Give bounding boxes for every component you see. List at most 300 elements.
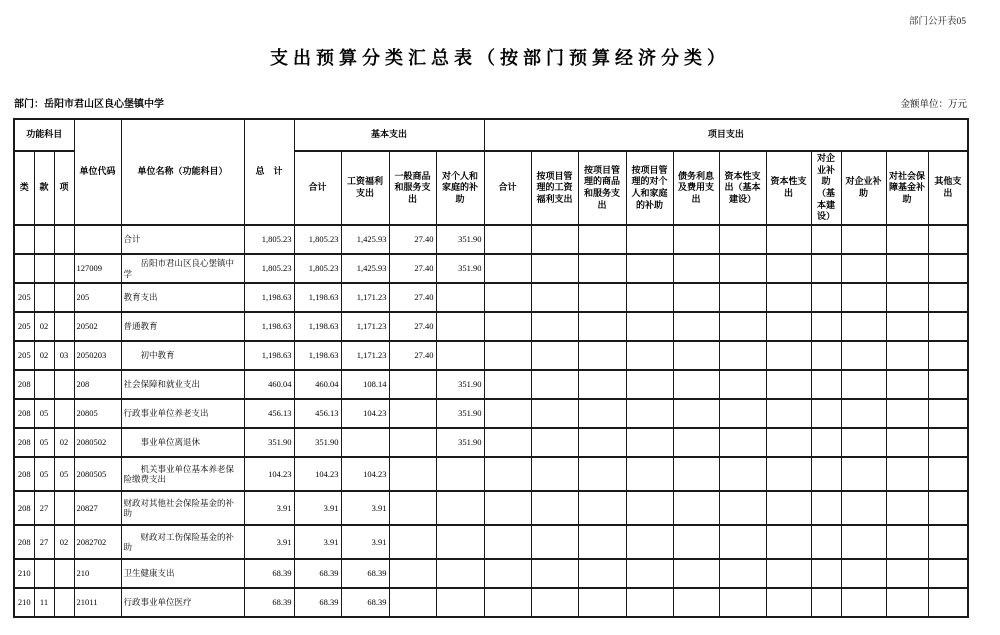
- cell-unit-code: 21011: [74, 588, 121, 617]
- cell-value: [531, 225, 578, 254]
- cell-value: [626, 457, 673, 491]
- header-xiang: 项: [54, 151, 74, 225]
- cell-value: [578, 491, 626, 525]
- cell-value: [578, 312, 626, 341]
- cell-value: 27.40: [389, 283, 436, 312]
- cell-value: [766, 491, 811, 525]
- cell-value: [673, 225, 719, 254]
- table-body: [14, 225, 968, 617]
- cell-value: [719, 588, 766, 617]
- cell-value: [886, 457, 928, 491]
- cell-value: [928, 312, 968, 341]
- cell-xiang: [54, 588, 74, 617]
- cell-value: [886, 588, 928, 617]
- cell-xiang: 03: [54, 341, 74, 370]
- table-row: [14, 399, 968, 428]
- cell-kuan: 05: [34, 399, 54, 428]
- cell-value: 68.39: [244, 559, 294, 588]
- cell-kuan: 02: [34, 312, 54, 341]
- cell-value: [811, 341, 841, 370]
- cell-lei: 208: [14, 457, 34, 491]
- cell-value: [626, 491, 673, 525]
- cell-unit-name: 行政事业单位医疗: [121, 588, 244, 617]
- cell-value: 3.91: [244, 525, 294, 559]
- cell-value: [484, 312, 531, 341]
- cell-value: [811, 312, 841, 341]
- header-proj-social-fund: 对社会保障基金补助: [886, 151, 928, 225]
- cell-value: [928, 399, 968, 428]
- cell-lei: 205: [14, 341, 34, 370]
- cell-value: 27.40: [389, 254, 436, 283]
- cell-kuan: 02: [34, 341, 54, 370]
- table-row: [14, 559, 968, 588]
- cell-value: [578, 370, 626, 399]
- cell-value: [719, 559, 766, 588]
- cell-value: [766, 254, 811, 283]
- cell-value: [766, 559, 811, 588]
- cell-value: [531, 283, 578, 312]
- cell-value: [886, 225, 928, 254]
- cell-value: [766, 525, 811, 559]
- cell-value: [766, 312, 811, 341]
- header-kuan: 款: [34, 151, 54, 225]
- cell-value: [673, 525, 719, 559]
- cell-value: [626, 283, 673, 312]
- header-proj-total: 合计: [484, 151, 531, 225]
- cell-value: 104.23: [294, 457, 341, 491]
- cell-value: [531, 254, 578, 283]
- cell-value: [484, 283, 531, 312]
- cell-xiang: [54, 559, 74, 588]
- cell-value: 460.04: [294, 370, 341, 399]
- table-row: [14, 283, 968, 312]
- header-proj-other: 其他支出: [928, 151, 968, 225]
- cell-value: [484, 559, 531, 588]
- cell-unit-name: 教育支出: [121, 283, 244, 312]
- cell-value: [578, 559, 626, 588]
- cell-value: [766, 283, 811, 312]
- header-unit-name: 单位名称（功能科目）: [121, 119, 244, 225]
- cell-value: [811, 588, 841, 617]
- cell-value: [626, 370, 673, 399]
- department-label: 部门：岳阳市君山区良心堡镇中学: [14, 99, 164, 110]
- cell-value: [928, 457, 968, 491]
- cell-value: [531, 370, 578, 399]
- cell-value: [531, 428, 578, 457]
- cell-value: [886, 399, 928, 428]
- cell-value: [389, 457, 436, 491]
- cell-value: [928, 588, 968, 617]
- cell-value: [578, 428, 626, 457]
- cell-value: 460.04: [244, 370, 294, 399]
- page-title: 支出预算分类汇总表（按部门预算经济分类）: [270, 48, 730, 68]
- cell-value: [719, 399, 766, 428]
- cell-value: [531, 559, 578, 588]
- cell-value: 351.90: [436, 225, 484, 254]
- cell-value: [928, 428, 968, 457]
- table-row: [14, 225, 968, 254]
- cell-value: [578, 225, 626, 254]
- cell-unit-code: 2080505: [74, 457, 121, 491]
- cell-value: [673, 559, 719, 588]
- meta-row: [14, 95, 967, 109]
- cell-value: [928, 525, 968, 559]
- cell-lei: 208: [14, 399, 34, 428]
- cell-unit-name: 初中教育: [121, 341, 244, 370]
- cell-value: 1,171.23: [341, 341, 389, 370]
- cell-value: 108.14: [341, 370, 389, 399]
- cell-value: [626, 254, 673, 283]
- cell-xiang: 02: [54, 428, 74, 457]
- cell-value: 68.39: [341, 588, 389, 617]
- cell-value: [841, 283, 886, 312]
- cell-value: [484, 254, 531, 283]
- cell-value: [886, 428, 928, 457]
- cell-value: [626, 525, 673, 559]
- cell-value: [341, 428, 389, 457]
- cell-unit-code: 20827: [74, 491, 121, 525]
- header-func-group: 功能科目: [14, 119, 74, 151]
- cell-value: [673, 312, 719, 341]
- cell-value: 351.90: [436, 370, 484, 399]
- header-basic-group: 基本支出: [294, 119, 484, 151]
- cell-value: [389, 559, 436, 588]
- cell-value: [719, 341, 766, 370]
- table-row: [14, 254, 968, 283]
- cell-value: [766, 399, 811, 428]
- cell-kuan: 27: [34, 491, 54, 525]
- cell-value: [719, 225, 766, 254]
- cell-value: 1,805.23: [244, 225, 294, 254]
- cell-value: 1,198.63: [294, 312, 341, 341]
- cell-value: 104.23: [341, 399, 389, 428]
- cell-xiang: [54, 370, 74, 399]
- cell-value: 456.13: [244, 399, 294, 428]
- cell-value: [811, 399, 841, 428]
- header-total: 总 计: [244, 119, 294, 225]
- cell-lei: 205: [14, 312, 34, 341]
- header-basic-wage: 工资福利支出: [341, 151, 389, 225]
- cell-value: [719, 254, 766, 283]
- cell-xiang: [54, 491, 74, 525]
- table-row: [14, 341, 968, 370]
- header-row-groups: [14, 119, 968, 151]
- header-basic-total: 合计: [294, 151, 341, 225]
- cell-value: [484, 588, 531, 617]
- cell-value: 68.39: [294, 588, 341, 617]
- cell-value: 1,805.23: [244, 254, 294, 283]
- cell-xiang: [54, 283, 74, 312]
- header-basic-family: 对个人和家庭的补助: [436, 151, 484, 225]
- form-number-label: 部门公开表05: [908, 17, 966, 27]
- cell-value: [626, 341, 673, 370]
- cell-value: [811, 370, 841, 399]
- cell-value: [389, 399, 436, 428]
- cell-value: [719, 370, 766, 399]
- cell-value: [841, 225, 886, 254]
- cell-value: [436, 588, 484, 617]
- amount-unit-label: 金额单位：万元: [900, 100, 967, 110]
- cell-value: [578, 254, 626, 283]
- cell-unit-code: 20805: [74, 399, 121, 428]
- cell-value: 1,198.63: [294, 341, 341, 370]
- cell-value: 351.90: [436, 254, 484, 283]
- header-unit-code: 单位代码: [74, 119, 121, 225]
- cell-value: [484, 457, 531, 491]
- cell-lei: 208: [14, 428, 34, 457]
- cell-value: [531, 312, 578, 341]
- cell-unit-name: 卫生健康支出: [121, 559, 244, 588]
- cell-value: [766, 341, 811, 370]
- cell-value: 1,805.23: [294, 225, 341, 254]
- table-row: [14, 491, 968, 525]
- cell-value: [886, 254, 928, 283]
- cell-lei: [14, 225, 34, 254]
- cell-unit-code: 2050203: [74, 341, 121, 370]
- cell-value: [928, 225, 968, 254]
- cell-value: [928, 254, 968, 283]
- cell-value: [436, 491, 484, 525]
- cell-unit-code: 2080502: [74, 428, 121, 457]
- header-proj-debt: 债务利息及费用支出: [673, 151, 719, 225]
- cell-kuan: 05: [34, 457, 54, 491]
- header-proj-enterprise: 对企业补助: [841, 151, 886, 225]
- cell-unit-name: 合计: [121, 225, 244, 254]
- table-row: [14, 312, 968, 341]
- cell-value: [673, 588, 719, 617]
- cell-value: 1,425.93: [341, 254, 389, 283]
- cell-value: [436, 559, 484, 588]
- cell-value: [626, 225, 673, 254]
- cell-value: [886, 525, 928, 559]
- cell-value: [531, 457, 578, 491]
- cell-value: [531, 588, 578, 617]
- cell-value: [766, 457, 811, 491]
- cell-value: 1,171.23: [341, 312, 389, 341]
- cell-value: [389, 525, 436, 559]
- cell-value: [436, 283, 484, 312]
- cell-lei: 210: [14, 559, 34, 588]
- cell-value: [841, 491, 886, 525]
- cell-value: [436, 457, 484, 491]
- cell-value: [673, 428, 719, 457]
- cell-kuan: [34, 283, 54, 312]
- cell-value: [578, 341, 626, 370]
- cell-value: [531, 491, 578, 525]
- cell-value: [484, 491, 531, 525]
- cell-value: [811, 491, 841, 525]
- cell-kuan: [34, 254, 54, 283]
- cell-value: [626, 312, 673, 341]
- cell-value: [626, 428, 673, 457]
- cell-unit-name: 行政事业单位养老支出: [121, 399, 244, 428]
- cell-value: 351.90: [436, 428, 484, 457]
- cell-value: [673, 491, 719, 525]
- cell-kuan: 11: [34, 588, 54, 617]
- cell-value: [484, 399, 531, 428]
- cell-value: [811, 428, 841, 457]
- cell-value: [626, 399, 673, 428]
- cell-value: 1,198.63: [244, 283, 294, 312]
- cell-value: 104.23: [244, 457, 294, 491]
- cell-unit-name: 普通教育: [121, 312, 244, 341]
- cell-value: [719, 312, 766, 341]
- header-proj-goods: 按项目管理的商品和服务支出: [578, 151, 626, 225]
- cell-value: [841, 525, 886, 559]
- cell-value: [531, 341, 578, 370]
- cell-value: [841, 588, 886, 617]
- cell-value: 68.39: [341, 559, 389, 588]
- cell-value: [766, 588, 811, 617]
- cell-xiang: [54, 254, 74, 283]
- cell-value: [626, 559, 673, 588]
- cell-value: [719, 525, 766, 559]
- cell-value: 1,805.23: [294, 254, 341, 283]
- table-row: [14, 588, 968, 617]
- cell-value: [928, 283, 968, 312]
- cell-value: [811, 254, 841, 283]
- cell-unit-name: 岳阳市君山区良心堡镇中学: [121, 254, 244, 283]
- cell-kuan: [34, 370, 54, 399]
- cell-value: [673, 254, 719, 283]
- cell-value: [389, 428, 436, 457]
- cell-kuan: [34, 225, 54, 254]
- cell-value: [841, 312, 886, 341]
- cell-value: 351.90: [294, 428, 341, 457]
- cell-unit-name: 机关事业单位基本养老保险缴费支出: [121, 457, 244, 491]
- cell-value: 1,198.63: [244, 312, 294, 341]
- cell-value: 456.13: [294, 399, 341, 428]
- cell-value: [928, 341, 968, 370]
- cell-value: [886, 491, 928, 525]
- cell-unit-name: 财政对工伤保险基金的补助: [121, 525, 244, 559]
- header-proj-family: 按项目管理的对个人和家庭的补助: [626, 151, 673, 225]
- header-basic-goods: 一般商品和服务支出: [389, 151, 436, 225]
- cell-value: [841, 457, 886, 491]
- cell-value: [719, 457, 766, 491]
- cell-value: [531, 399, 578, 428]
- cell-kuan: 27: [34, 525, 54, 559]
- table-row: [14, 428, 968, 457]
- cell-kuan: [34, 559, 54, 588]
- cell-value: 351.90: [244, 428, 294, 457]
- cell-value: [811, 225, 841, 254]
- cell-value: [928, 370, 968, 399]
- header-proj-capital: 资本性支出: [766, 151, 811, 225]
- cell-value: [484, 225, 531, 254]
- cell-value: [436, 312, 484, 341]
- cell-value: 68.39: [294, 559, 341, 588]
- cell-value: 3.91: [341, 491, 389, 525]
- cell-value: [841, 399, 886, 428]
- cell-unit-name: 事业单位离退休: [121, 428, 244, 457]
- cell-value: 3.91: [294, 525, 341, 559]
- cell-value: [841, 370, 886, 399]
- table-header: [14, 119, 968, 225]
- header-project-group: 项目支出: [484, 119, 968, 151]
- cell-value: [578, 525, 626, 559]
- header-proj-wage: 按项目管理的工资福利支出: [531, 151, 578, 225]
- cell-value: 351.90: [436, 399, 484, 428]
- cell-unit-name: 社会保障和就业支出: [121, 370, 244, 399]
- cell-value: 1,198.63: [244, 341, 294, 370]
- cell-value: [811, 525, 841, 559]
- cell-value: 68.39: [244, 588, 294, 617]
- cell-value: [886, 341, 928, 370]
- cell-value: [886, 370, 928, 399]
- cell-value: 27.40: [389, 341, 436, 370]
- cell-unit-name: 财政对其他社会保险基金的补助: [121, 491, 244, 525]
- cell-unit-code: 20502: [74, 312, 121, 341]
- cell-value: [389, 491, 436, 525]
- cell-unit-code: 210: [74, 559, 121, 588]
- cell-value: 1,198.63: [294, 283, 341, 312]
- cell-value: [389, 588, 436, 617]
- cell-value: [719, 428, 766, 457]
- cell-value: [766, 370, 811, 399]
- cell-value: [811, 559, 841, 588]
- cell-value: [841, 428, 886, 457]
- cell-kuan: 05: [34, 428, 54, 457]
- cell-xiang: 02: [54, 525, 74, 559]
- cell-value: [928, 559, 968, 588]
- cell-value: [389, 370, 436, 399]
- cell-unit-code: [74, 225, 121, 254]
- cell-lei: 205: [14, 283, 34, 312]
- table-row: [14, 525, 968, 559]
- cell-unit-code: 2082702: [74, 525, 121, 559]
- cell-value: [578, 399, 626, 428]
- cell-value: [673, 341, 719, 370]
- cell-unit-code: 208: [74, 370, 121, 399]
- cell-value: [766, 225, 811, 254]
- cell-value: 27.40: [389, 225, 436, 254]
- cell-value: [886, 283, 928, 312]
- cell-value: 104.23: [341, 457, 389, 491]
- cell-value: [886, 559, 928, 588]
- cell-value: [673, 283, 719, 312]
- cell-value: 1,425.93: [341, 225, 389, 254]
- cell-lei: [14, 254, 34, 283]
- cell-value: [626, 588, 673, 617]
- cell-xiang: [54, 312, 74, 341]
- table-row: [14, 457, 968, 491]
- cell-value: [766, 428, 811, 457]
- cell-value: [436, 341, 484, 370]
- table-row: [14, 370, 968, 399]
- cell-value: [484, 370, 531, 399]
- cell-value: [673, 370, 719, 399]
- cell-value: [578, 588, 626, 617]
- header-lei: 类: [14, 151, 34, 225]
- cell-value: [484, 525, 531, 559]
- cell-xiang: 05: [54, 457, 74, 491]
- header-proj-enterprise-basic: 对企业补助（基本建设）: [811, 151, 841, 225]
- header-proj-capital-basic: 资本性支出（基本建设）: [719, 151, 766, 225]
- cell-value: [484, 341, 531, 370]
- cell-value: 3.91: [341, 525, 389, 559]
- cell-value: 27.40: [389, 312, 436, 341]
- cell-value: [719, 283, 766, 312]
- cell-value: [436, 525, 484, 559]
- cell-value: [811, 457, 841, 491]
- cell-value: [928, 491, 968, 525]
- cell-lei: 208: [14, 525, 34, 559]
- cell-lei: 208: [14, 370, 34, 399]
- budget-table: [13, 118, 969, 618]
- cell-value: [484, 428, 531, 457]
- cell-value: 3.91: [294, 491, 341, 525]
